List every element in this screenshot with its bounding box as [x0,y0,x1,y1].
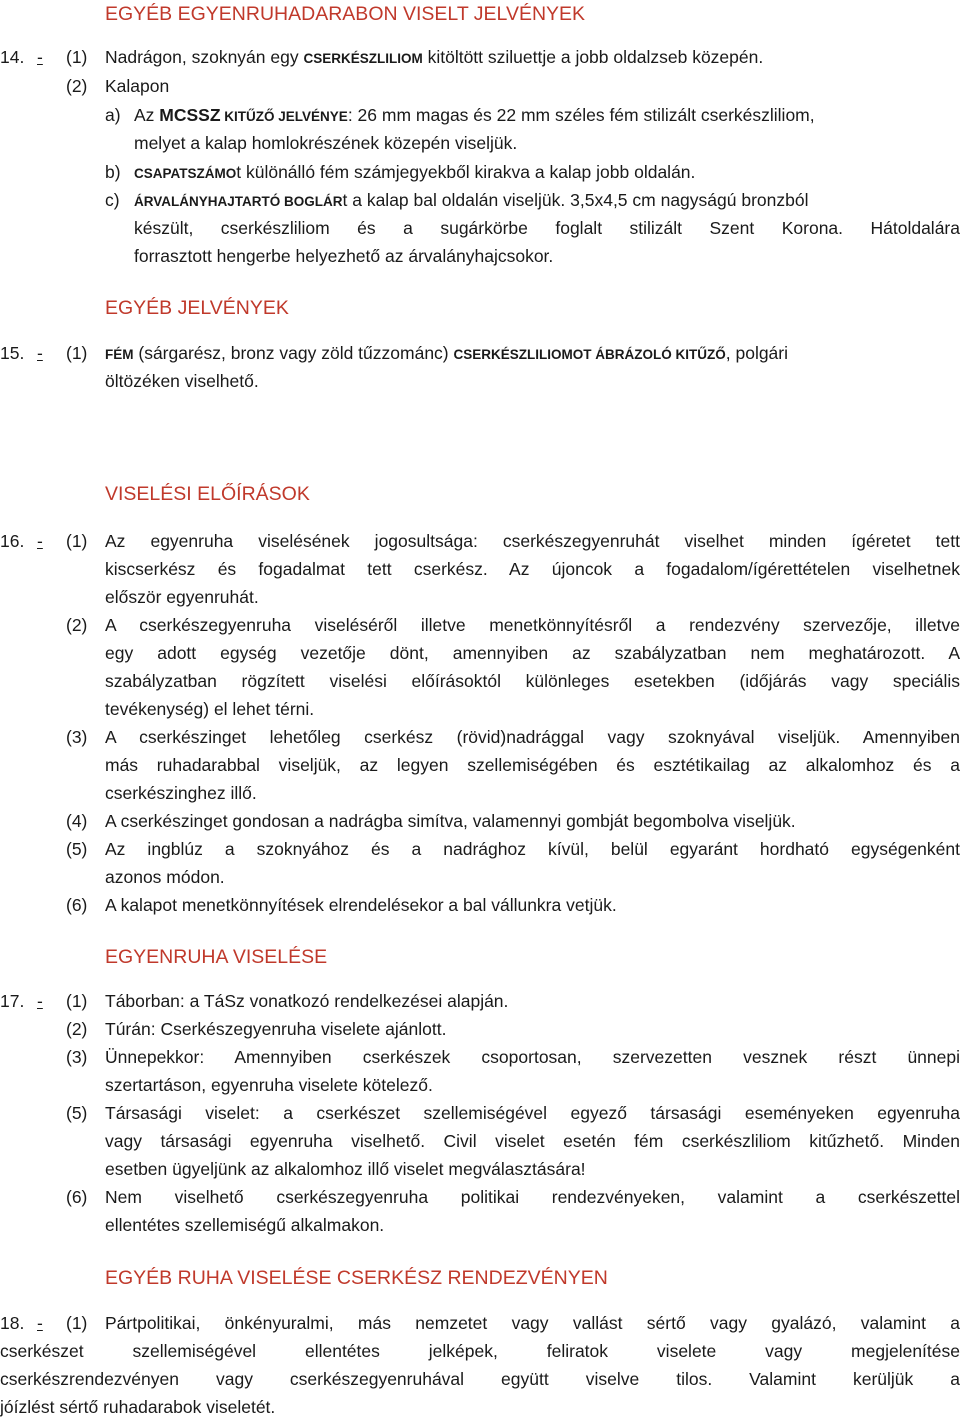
para-marker: (3) [66,1047,88,1067]
dash-text: - [37,531,43,551]
s14-a-mcssz: MCSSZ [159,105,221,125]
s15-caps2: CSERKÉSZLILIOMOT ÁBRÁZOLÓ KITŰZŐ [453,347,726,362]
para-marker: (4) [66,811,88,831]
s14-a-pre: Az [134,105,160,125]
item-marker-a: a) [105,105,121,125]
s16-line: A cserkészinget lehetőleg cserkész (rövid)nadrággal vagy szoknyával viseljük. Amennyiben [105,727,960,747]
s15-line2: öltözéken viselhető. [105,371,259,391]
section-heading-other-insignia: EGYÉB JELVÉNYEK [105,297,289,319]
para-marker: (2) [66,1019,88,1039]
para-marker: (2) [66,76,88,96]
s17-line: vagy társasági egyenruha viselhető. Civil viselet esetén fém cserkészliliom kitűzhető. Minden [105,1131,960,1151]
s16-line: tevékenység) el lehet térni. [105,699,315,719]
s14-a-line2: melyet a kalap homlokrészének közepén viseljük. [134,133,518,153]
s14-p1-text: Nadrágon, szoknyán egy [105,47,304,67]
s14-c [134,189,808,213]
s14-c-line2: készült, cserkészliliom és a sugárkörbe foglalt stilizált Szent Korona. Hátoldalára [134,218,960,238]
para-marker: (6) [66,895,88,915]
s17-line: Társasági viselet: a cserkészet szellemiségével egyező társasági eseményeken egyenruha [105,1103,960,1123]
s17-line: Ünnepekkor: Amennyiben cserkészek csoportosan, szervezetten vesznek részt ünnepi [105,1047,960,1067]
s18-line: jóízlést sértő ruhadarabok viseletét. [0,1397,276,1417]
s14-p1-caps: CSERKÉSZLILIOM [303,51,423,66]
para-marker: (1) [66,991,88,1011]
s16-line: azonos módon. [105,867,225,887]
section-number-17: 17. [0,991,25,1011]
para-marker: (5) [66,839,88,859]
s14-c-caps: ÁRVALÁNYHAJTARTÓ BOGLÁR [134,194,343,209]
s14-p2: Kalapon [105,76,170,96]
dash-marker [37,530,43,552]
s14-p1-post: kitöltött sziluettje a jobb oldalzseb közepén. [422,47,764,67]
section-heading-other-clothing: EGYÉB RUHA VISELÉSE CSERKÉSZ RENDEZVÉNYEN [105,1267,608,1289]
s17-line: esetben ügyeljünk az alkalomhoz illő viselet megválasztására! [105,1159,586,1179]
s16-line: szabályzatban rögzített viselési előírásoktól különleges esetekben (időjárás vagy speciális [105,671,960,691]
s16-line: Az egyenruha viselésének jogosultsága: cserkészegyenruhát viselhet minden ígéretet tett [105,531,960,551]
para-marker: (1) [66,1313,88,1333]
dash-text: - [37,991,43,1011]
para-marker: (1) [66,343,88,363]
s16-line: kiscserkész és fogadalmat tett cserkész. Az újoncok a fogadalom/ígérettételen viselhetnek [105,559,960,579]
para-marker: (1) [66,47,88,67]
section-number-18: 18. [0,1313,25,1333]
section-number-14: 14. [0,47,25,67]
s17-line: szertartáson, egyenruha viselete kötelező. [105,1075,433,1095]
s14-p1 [105,46,763,70]
s15-p1 [105,342,788,366]
para-marker: (3) [66,727,88,747]
s16-line: Az ingblúz a szoknyához és a nadrághoz kívül, belül egyaránt hordható egységenként [105,839,960,859]
s15-caps1: FÉM [105,347,134,362]
dash-marker [37,990,43,1012]
para-marker: (1) [66,531,88,551]
section-number-15: 15. [0,343,25,363]
s16-line: más ruhadarabbal viseljük, az legyen szellemiségében és esztétikailag az alkalomhoz és a [105,755,960,775]
dash-marker [37,342,43,364]
dash-text: - [37,47,43,67]
section-heading-wearing-rules: VISELÉSI ELŐÍRÁSOK [105,483,310,505]
s14-c-line3: forrasztott hengerbe helyezhető az árvalányhajcsokor. [134,246,554,266]
s14-b [134,161,695,185]
s17-line: Táborban: a TáSz vonatkozó rendelkezései alapján. [105,991,509,1011]
s18-line: Pártpolitikai, önkényuralmi, más nemzetet vagy vallást sértő vagy gyalázó, valamint a [105,1313,960,1333]
s15-post: , polgári [725,343,789,363]
s16-line: A kalapot menetkönnyítések elrendelésekor a bal vállunkra vetjük. [105,895,617,915]
item-marker-c: c) [105,190,120,210]
s16-line: A cserkészinget gondosan a nadrágba simítva, valamennyi gombját begombolva viseljük. [105,811,796,831]
dash-text: - [37,343,43,363]
s17-line: Nem viselhető cserkészegyenruha politikai rendezvényeken, valamint a cserkészettel [105,1187,960,1207]
s15-mid: (sárgarész, bronz vagy zöld tűzzománc) [133,343,454,363]
s17-line: ellentétes szellemiségű alkalmakon. [105,1215,385,1235]
section-heading-other-badges: EGYÉB EGYENRUHADARABON VISELT JELVÉNYEK [105,3,586,25]
s14-a [134,104,815,128]
s16-line: cserkészinghez illő. [105,783,257,803]
s16-line: egy adott egység vezetője dönt, amennyiben az szabályzatban nem meghatározott. A [105,643,960,663]
dash-marker [37,46,43,68]
dash-marker [37,1312,43,1334]
s17-line: Túrán: Cserkészegyenruha viselete ajánlott. [105,1019,447,1039]
section-number-16: 16. [0,531,25,551]
s14-a-post: : 26 mm magas és 22 mm széles fém stilizált cserkészliliom, [347,105,815,125]
s16-line: A cserkészegyenruha viseléséről illetve menetkönnyítésről a rendezvény szervezője, illetve [105,615,960,635]
dash-text: - [37,1313,43,1333]
s14-b-post: t különálló fém számjegyekből kirakva a kalap jobb oldalán. [236,162,696,182]
para-marker: (5) [66,1103,88,1123]
s14-c-post: t a kalap bal oldalán viseljük. 3,5x4,5 cm nagyságú bronzból [342,190,809,210]
item-marker-b: b) [105,162,121,182]
s18-line: cserkészrendezvényen vagy cserkészegyenruhával együtt viselve tilos. Valamint kerüljük a [0,1369,960,1389]
s14-b-caps: CSAPATSZÁMO [134,166,237,181]
para-marker: (2) [66,615,88,635]
s18-line: cserkészet szellemiségével ellentétes jelképek, feliratok viselete vagy megjelenítése [0,1341,960,1361]
section-heading-uniform-wearing: EGYENRUHA VISELÉSE [105,946,328,968]
s14-a-caps: KITŰZŐ JELVÉNYE [220,109,348,124]
para-marker: (6) [66,1187,88,1207]
s16-line: először egyenruhát. [105,587,259,607]
